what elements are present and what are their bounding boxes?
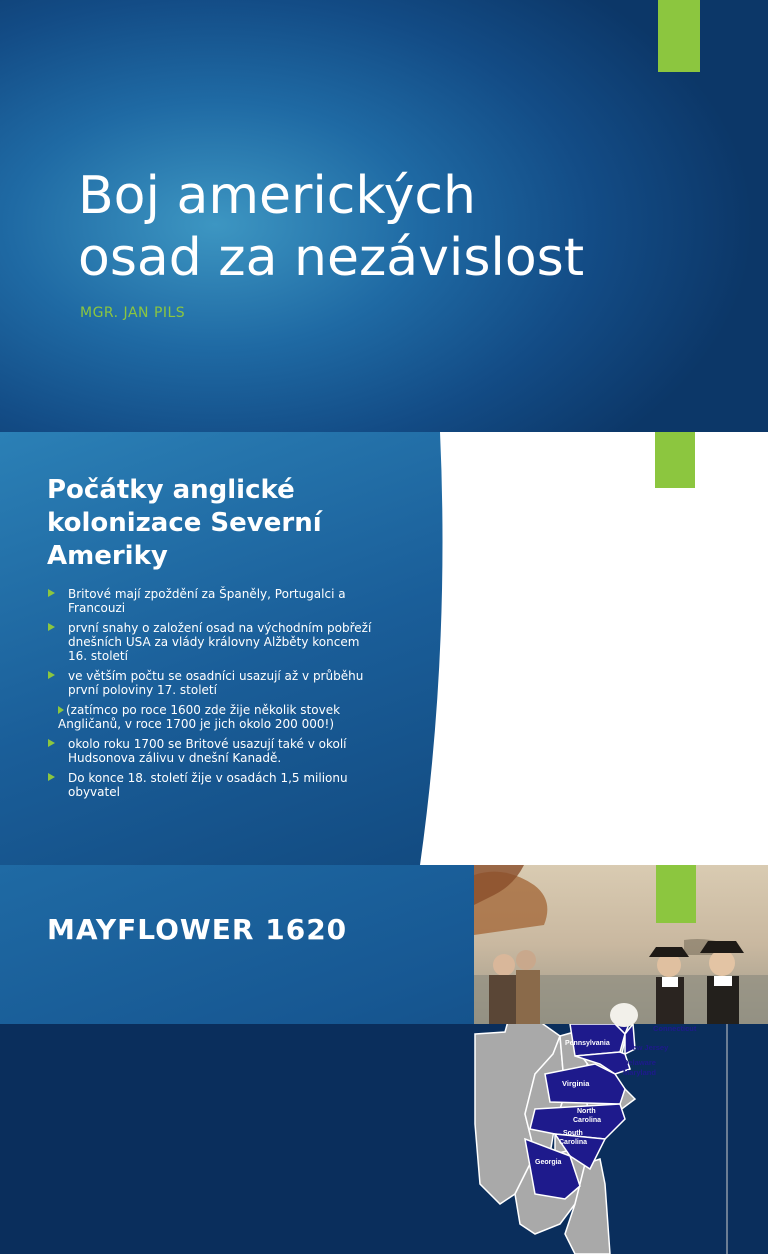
list-item-text: ve větším počtu se osadníci usazují až v průběhu první poloviny 17. století	[68, 669, 364, 697]
title-slide	[0, 0, 768, 432]
map-label-north-carolina-2: Carolina	[573, 1117, 602, 1124]
accent-tab	[655, 432, 695, 488]
list-item	[48, 771, 378, 799]
map-label-north-carolina-1: North	[577, 1108, 596, 1115]
map-label-maryland: Maryland	[623, 1068, 656, 1077]
map-label-south-carolina-2: Carolina	[559, 1139, 588, 1146]
accent-tab	[658, 0, 700, 72]
triangle-bullet-icon	[58, 706, 64, 714]
list-item	[48, 621, 378, 663]
triangle-bullet-icon	[48, 739, 55, 747]
map-panel-background	[420, 432, 768, 865]
list-item	[48, 669, 378, 697]
list-item-text: Do konce 18. století žije v osadách 1,5 milionu obyvatel	[68, 771, 348, 799]
list-item-text: Britové mají zpoždění za Španěly, Portugalci a Francouzi	[68, 587, 346, 615]
bullet-list	[48, 587, 378, 805]
triangle-bullet-icon	[48, 589, 55, 597]
note-text: (zatímco po roce 1600 zde žije několik stovek Angličanů, v roce 1700 je jich okolo 200 000!)	[58, 703, 341, 731]
map-label-delaware: Delaware	[623, 1058, 656, 1067]
triangle-bullet-icon	[48, 773, 55, 781]
list-item-text: první snahy o založení osad na východním pobřeží dnešních USA za vlády královny Alžběty koncem 16. století	[68, 621, 372, 663]
pilgrims-painting-image	[474, 865, 768, 1024]
mayflower-slide	[0, 865, 768, 1024]
map-label-pennsylvania: Pennsylvania	[565, 1040, 610, 1047]
map-label-new-jersey: New Jersey	[627, 1043, 669, 1052]
list-item-text: okolo roku 1700 se Britové usazují také v okolí Hudsonova zálivu v dnešní Kanadě.	[68, 737, 347, 765]
list-item	[48, 587, 378, 615]
map-label-virginia: Virginia	[562, 1079, 590, 1088]
map-label-connecticut: Connecticut	[653, 1024, 697, 1033]
author-subtitle: MGR. JAN PILS	[80, 305, 186, 321]
accent-tab	[656, 865, 696, 923]
list-item	[48, 737, 378, 765]
triangle-bullet-icon	[48, 671, 55, 679]
note-item	[52, 703, 378, 731]
presentation-title: Boj amerických osad za nezávislost	[78, 166, 585, 288]
map-label-south-carolina-1: South	[563, 1130, 583, 1137]
triangle-bullet-icon	[48, 623, 55, 631]
slide-title: Počátky anglické kolonizace Severní Ameriky	[47, 475, 322, 571]
slide-title: MAYFLOWER 1620	[47, 913, 348, 946]
map-label-georgia: Georgia	[535, 1159, 562, 1166]
